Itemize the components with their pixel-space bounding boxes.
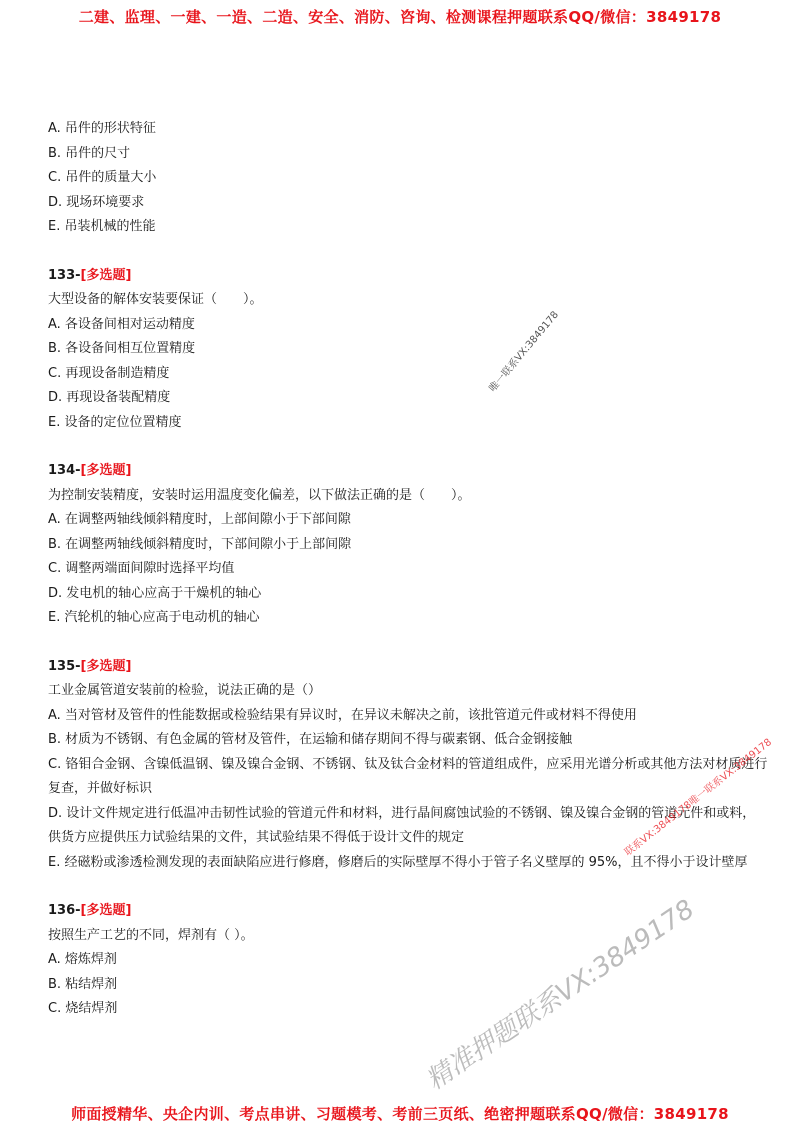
question-header [48, 459, 768, 484]
question-stem: 按照生产工艺的不同，焊剂有（ ）。 [48, 927, 254, 943]
option-b: B. 在调整两轴线倾斜精度时，下部间隙小于上部间隙 [48, 536, 352, 552]
option-b: B. 粘结焊剂 [48, 976, 118, 992]
option-c: C. 调整两端面间隙时选择平均值 [48, 561, 235, 576]
option-b: B. 吊件的尺寸 [48, 145, 131, 161]
option-d: D. 设计文件规定进行低温冲击韧性试验的管道元件和材料，进行晶间腐蚀试验的不锈钢、镍及镍合金钢的管道元件和或料，供货方应提供压力试验结果的文件，其试验结果不得低于设计文件的规定 [48, 805, 756, 845]
option-e: E. 汽轮机的轴心应高于电动机的轴心 [48, 610, 260, 625]
option-e: E. 经磁粉或渗透检测发现的表面缺陷应进行修磨，修磨后的实际壁厚不得小于管子名义壁厚的 95%，且不得小于设计壁厚 [48, 854, 748, 870]
option-d: D. 现场环境要求 [48, 194, 145, 210]
watermark-red: 联系VX:3849178唯一联系VX:3849178 [622, 736, 774, 859]
question-type-tag: [多选题] [80, 658, 132, 674]
question-number: 136- [48, 903, 81, 918]
option-c: C. 吊件的质量大小 [48, 170, 157, 185]
watermark-small: 唯一联系VX:3849178 [487, 309, 562, 395]
option-a: A. 吊件的形状特征 [48, 121, 156, 136]
question-stem: 大型设备的解体安装要保证（ ）。 [48, 292, 263, 307]
question-number: 134- [48, 463, 81, 478]
option-e: E. 设备的定位位置精度 [48, 414, 182, 430]
option-a: A. 当对管材及管件的性能数据或检验结果有异议时，在异议未解决之前，该批管道元件或材料不得使用 [48, 707, 637, 723]
option-c: C. 再现设备制造精度 [48, 365, 170, 381]
option-a: A. 在调整两轴线倾斜精度时，上部间隙小于下部间隙 [48, 512, 351, 527]
question-number: 133- [48, 267, 81, 283]
option-a: A. 各设备间相对运动精度 [48, 316, 195, 332]
option-c: C. 烧结焊剂 [48, 1001, 118, 1016]
option-b: B. 材质为不锈钢、有色金属的管材及管件，在运输和储存期间不得与碳素钢、低合金钢接触 [48, 732, 573, 747]
option-d: D. 发电机的轴心应高于干燥机的轴心 [48, 585, 262, 601]
question-135 [48, 655, 768, 876]
question-stem: 工业金属管道安装前的检验，说法正确的是（） [48, 683, 322, 698]
option-a: A. 熔炼焊剂 [48, 952, 117, 967]
option-e: E. 吊装机械的性能 [48, 219, 156, 234]
question-number: 135- [48, 658, 81, 674]
question-134 [48, 459, 768, 631]
question-type-tag: [多选题] [80, 463, 132, 478]
question-stem: 为控制安装精度，安装时运用温度变化偏差，以下做法正确的是（ ）。 [48, 487, 471, 503]
question-type-tag: [多选题] [80, 267, 132, 283]
header-banner: 二建、监理、一建、一造、二造、安全、消防、咨询、检测课程押题联系QQ/微信：3849178 [78, 8, 722, 26]
watermark-large: 精准押题联系VX:3849178 [421, 894, 700, 1097]
footer-banner: 师面授精华、央企内训、考点串讲、习题模考、考前三页纸、绝密押题联系QQ/微信：3849178 [71, 1105, 729, 1123]
option-b: B. 各设备间相互位置精度 [48, 341, 196, 356]
document-body [48, 117, 768, 1022]
option-c: C. 铬钼合金钢、含镍低温钢、镍及镍合金钢、不锈钢、钛及钛合金材料的管道组成件，应采用光谱分析或其他方法对材质进行复查，并做好标识 [48, 756, 768, 796]
previous-question-options [48, 117, 768, 240]
question-133 [48, 264, 768, 436]
option-d: D. 再现设备装配精度 [48, 390, 171, 405]
question-header [48, 655, 768, 680]
question-header [48, 264, 768, 289]
question-type-tag: [多选题] [80, 903, 132, 918]
